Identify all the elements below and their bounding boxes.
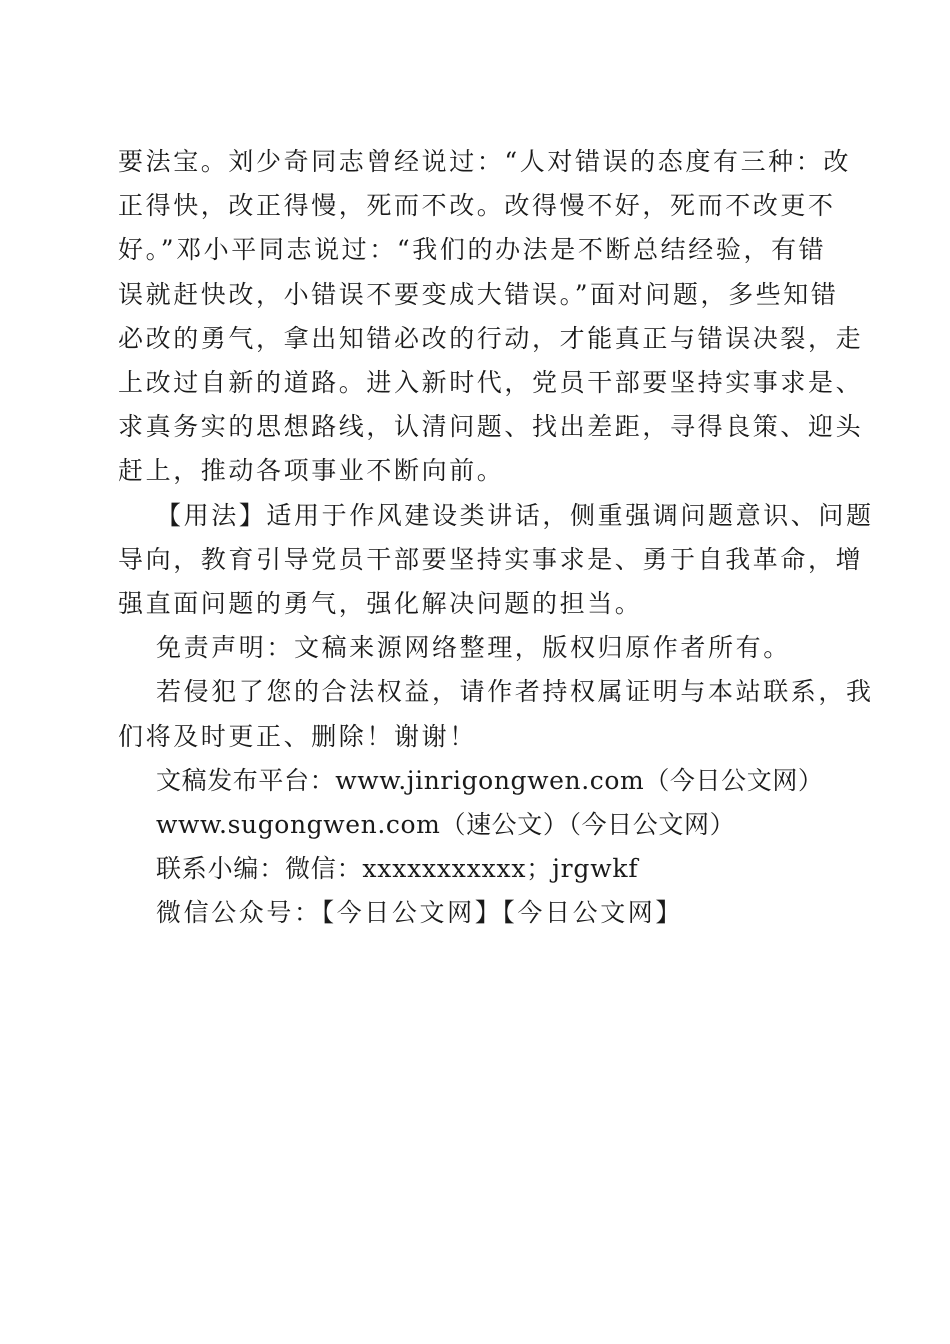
text-line: 正得快，改正得慢，死而不改。改得慢不好，死而不改更不: [118, 191, 836, 221]
site-alt-line: [118, 803, 830, 847]
wechat-account-line: [118, 891, 830, 935]
text-line: 求真务实的思想路线，认清问题、找出差距，寻得良策、迎头: [118, 412, 864, 442]
text-line: 上改过自新的道路。进入新时代，党员干部要坚持实事求是、: [118, 368, 864, 398]
text-line: www.sugongwen.com（速公文）（今日公文网）: [156, 810, 736, 840]
text-line: 强直面问题的勇气，强化解决问题的担当。: [118, 589, 643, 619]
document-body: [118, 140, 874, 936]
text-line: 们将及时更正、删除！谢谢！: [118, 721, 477, 751]
text-line: 免责声明：文稿来源网络整理，版权归原作者所有。: [156, 633, 791, 663]
usage-paragraph: [118, 494, 874, 627]
text-line: 【用法】适用于作风建设类讲话，侧重强调问题意识、问题: [156, 500, 874, 530]
text-line: 文稿发布平台：www.jinrigongwen.com（今日公文网）: [156, 765, 824, 795]
text-line: 微信公众号：【今日公文网】【今日公文网】: [156, 898, 684, 928]
text-line: 联系小编：微信：xxxxxxxxxxx；jrgwkf: [156, 854, 639, 884]
text-line: 赶上，推动各项事业不断向前。: [118, 456, 505, 486]
text-line: 要法宝。刘少奇同志曾经说过：“人对错误的态度有三种：改: [118, 147, 851, 176]
text-line: 误就赶快改，小错误不要变成大错误。”面对问题，多些知错: [118, 279, 839, 309]
body-paragraph: [118, 140, 864, 494]
disclaimer-paragraph: [118, 626, 830, 670]
infringement-paragraph: [118, 670, 874, 758]
text-line: 若侵犯了您的合法权益，请作者持权属证明与本站联系，我: [156, 677, 874, 707]
contact-line: [118, 847, 830, 891]
text-line: 必改的勇气，拿出知错必改的行动，才能真正与错误决裂，走: [118, 323, 864, 353]
platform-line: [118, 759, 830, 803]
text-line: 导向，教育引导党员干部要坚持实事求是、勇于自我革命，增: [118, 544, 864, 574]
text-line: 好。”邓小平同志说过：“我们的办法是不断总结经验，有错: [118, 235, 827, 265]
